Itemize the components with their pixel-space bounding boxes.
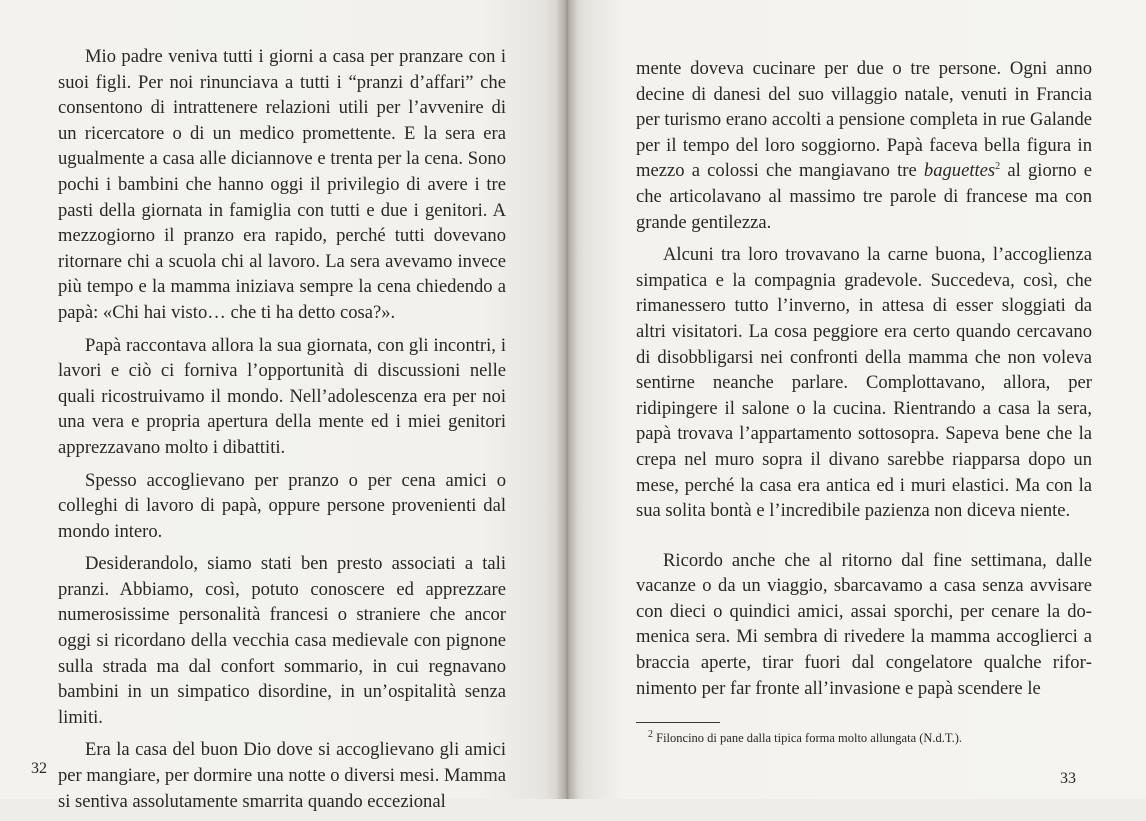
paragraph-text: al giorno e che articolavano al massimo tre parole di francese ma con grande gentilezza. [636,160,1092,233]
footnote-reference: 2 [995,161,1001,173]
paragraph: Alcuni tra loro trovavano la carne buona, l’accoglienza simpatica e la compagnia gradevole. Succedeva, così, che rimanessero tutto l’inverno, in attesa di esser sloggiati da altri visitatori. La cosa peggiore era certo quando cercavano di disobbligarsi nei confronti della mamma che non voleva sentirne neanche parlare. Complottavano, allora, per ridipingere il salone o la cucina. Rientrando a casa la sera, papà trovava l’appartamento sottosopra. Sapeva bene che la crepa nel muro sopra il divano sarebbe riapparsa dopo un mese, perché la casa era antica ed i muri elastici. Ma con la sua solita bontà e l’incredibile pazienza non diceva niente. [636,244,1092,522]
left-page [0,0,566,812]
paragraph: Spesso accoglievano per pranzo o per cena amici o colleghi di lavoro di papà, oppure persone provenienti dal mondo intero. [58,469,506,542]
paragraph: Papà raccontava allora la sua giornata, con gli incontri, i lavori e ciò ci forniva l’opportunità di discussioni nelle quali ricostruivamo il mondo. Nell’adolescenza era per noi una vera e propria apertura della mente ed i miei genitori apprezzavano molto i dibattiti. [58,334,506,458]
page-number-right: 33 [1060,770,1076,787]
footnote [636,730,1106,746]
paragraph-text: mente doveva cucinare per due o tre persone. Ogni anno decine di danesi del suo villaggio natale, venuti in Francia per turismo erano accolti a pensione completa in rue Galande per il tempo del loro soggiorno. Papà faceva bella figura in mezzo a colossi che mangiavano tre [636,58,1092,182]
page-number-left: 32 [31,760,47,777]
paragraph [636,56,1092,235]
right-page [566,0,1146,799]
footnote-divider [636,722,720,723]
book-gutter [556,0,578,799]
italic-word: baguettes [923,160,996,182]
paragraph: Era la casa del buon Dio dove si accoglievano gli amici per mangiare, per dormire una notte o diversi mesi. Mamma si sentiva assolutamente smarrita quando eccezional [58,739,506,812]
footnote-text: Filoncino di pane dalla tipica forma molto allungata (N.d.T.). [653,731,963,745]
paragraph: Desiderandolo, siamo stati ben presto associati a tali pranzi. Abbiamo, così, potuto conoscere ed apprezzare numerosissime personalità francesi o straniere che ancor oggi si ricordano della vecchia casa medievale con pignone sulla strada ma dal confort sommario, in cui regnavano bambini in un simpatico disordine, in un’ospitalità senza limiti. [58,553,506,728]
footnote-marker: 2 [648,728,653,740]
right-page-text [636,56,1092,708]
paragraph: Ricordo anche che al ritorno dal fine settimana, dalle vacanze o da un viaggio, sbarcavamo a casa senza avvisare con dieci o quindici amici, assai sporchi, per cenare la domenica sera. Mi sembra di rivedere la mamma accoglierci a braccia aperte, tirar fuori dal congelatore qualche rifornimento per far fronte all’invasione e papà scendere le [636,549,1092,699]
paragraph: Mio padre veniva tutti i giorni a casa per pranzare con i suoi figli. Per noi rinunciava a tutti i “pranzi d’affari” che consentono di intrattenere relazioni utili per l’avvenire di un ricercatore o di un medico promettente. E la sera era ugualmente a casa alle diciannove e trenta per la cena. Sono pochi i bambini che hanno oggi il privilegio di avere i tre pasti della giornata in famiglia con tutti e due i genitori. A mezzogiorno il pranzo era rapido, perché tutti dovevano ritornare chi a scuola chi al lavoro. La sera avevamo invece più tempo e la mamma iniziava sempre la cena chiedendo a papà: «Chi hai visto… che ti ha detto cosa?». [58,46,506,323]
left-page-text [58,44,506,821]
